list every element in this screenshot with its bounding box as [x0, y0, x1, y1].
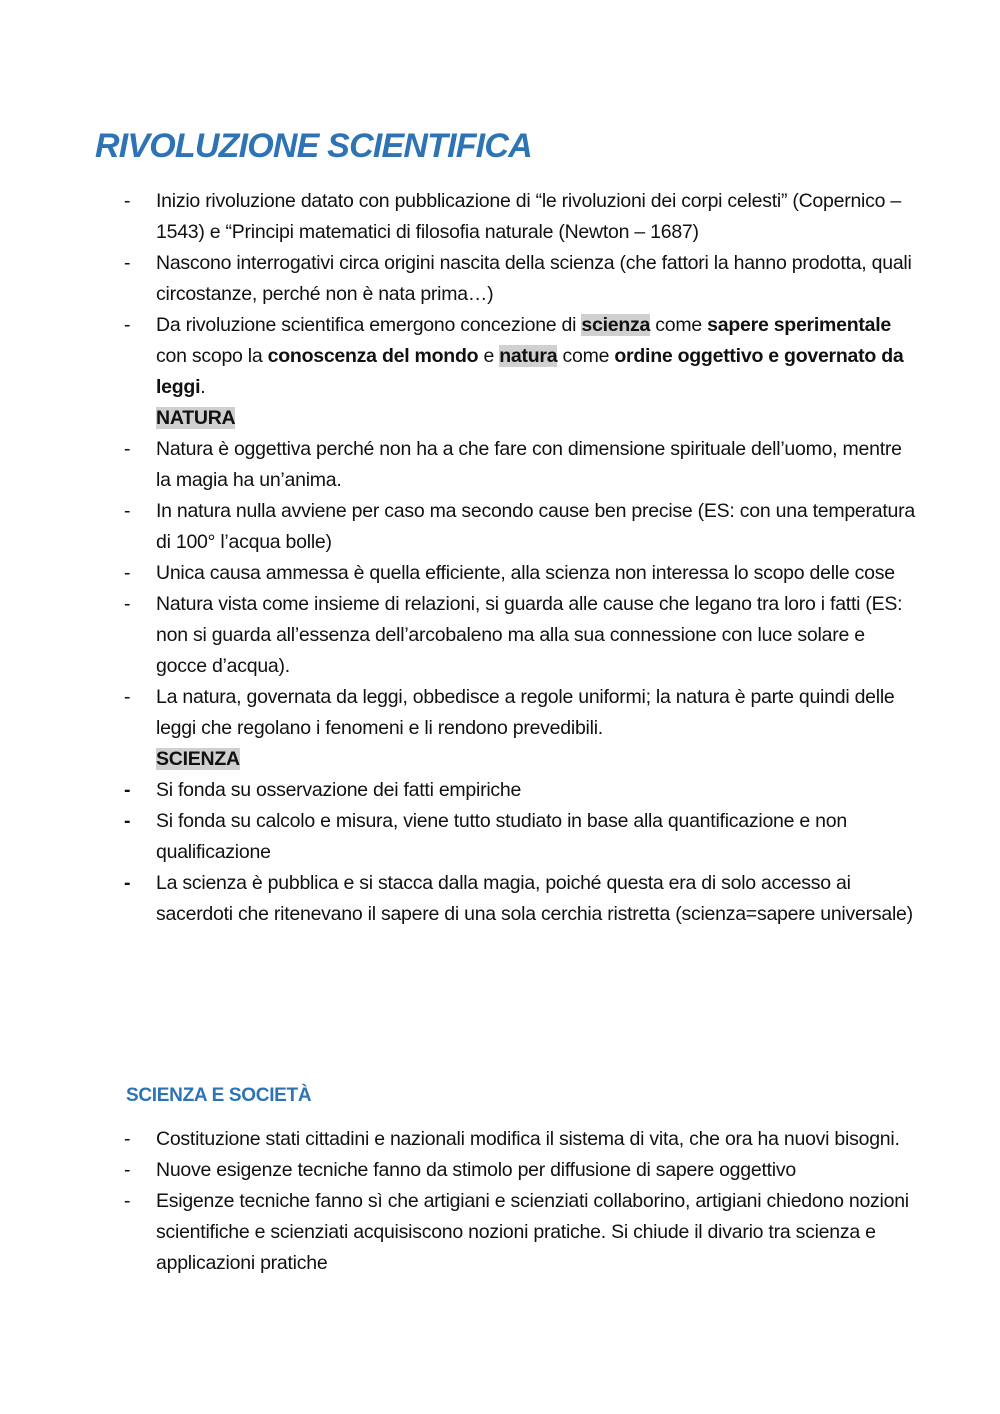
- list-item-text: La scienza è pubblica e si stacca dalla magia, poiché questa era di solo accesso ai sacerdoti che ritenevano il sapere di una sola cerchia ristretta (scienza=sapere universale): [156, 872, 913, 925]
- list-dash: -: [124, 779, 131, 801]
- list-item-text-part: e: [478, 345, 500, 367]
- list-item: [0, 248, 916, 310]
- list-dash: -: [124, 314, 131, 336]
- list-item: [0, 806, 916, 868]
- highlight-scienza: scienza: [581, 314, 651, 336]
- list-item: [0, 775, 916, 806]
- list-item: [0, 496, 916, 558]
- natura-subheading: [0, 403, 1000, 434]
- list-dash: -: [124, 1159, 131, 1181]
- list-dash: -: [124, 438, 131, 460]
- main-list: [0, 186, 1000, 930]
- list-item-text: In natura nulla avviene per caso ma secondo cause ben precise (ES: con una temperatura di 100° l’acqua bolle): [156, 500, 915, 553]
- list-item-text: Nascono interrogativi circa origini nascita della scienza (che fattori la hanno prodotta, quali circostanze, perché non è nata prima…): [156, 252, 912, 305]
- list-dash: -: [124, 500, 131, 522]
- list-item: [0, 186, 916, 248]
- list-item-text: Esigenze tecniche fanno sì che artigiani e scienziati collaborino, artigiani chiedono nozioni scientifiche e scienziati acquisiscono nozioni pratiche. Si chiude il divario tra scienza e applicazioni pratiche: [156, 1190, 909, 1274]
- list-item-text: Natura è oggettiva perché non ha a che fare con dimensione spirituale dell’uomo, mentre la magia ha un’anima.: [156, 438, 902, 491]
- list-item: [0, 558, 916, 589]
- list-item-text-part: come: [650, 314, 708, 336]
- list-dash: -: [124, 562, 131, 584]
- list-dash: -: [124, 593, 131, 615]
- scienza-heading-text: SCIENZA: [156, 748, 240, 770]
- list-item: [0, 1155, 916, 1186]
- bold-sapere-sperimentale: sapere sperimentale: [707, 314, 892, 336]
- scienza-subheading: [0, 744, 1000, 775]
- list-item-text: Inizio rivoluzione datato con pubblicazione di “le rivoluzioni dei corpi celesti” (Copernico – 1543) e “Principi matematici di filosofia naturale (Newton – 1687): [156, 190, 901, 243]
- list-item-text: Natura vista come insieme di relazioni, si guarda alle cause che legano tra loro i fatti (ES: non si guarda all’essenza dell’arcobaleno ma alla sua connessione con luce solare e gocce d’acqua).: [156, 593, 903, 677]
- list-item-text-part: .: [200, 376, 206, 398]
- list-item: [0, 310, 916, 403]
- list-item-text: Si fonda su osservazione dei fatti empiriche: [156, 779, 522, 801]
- bold-conoscenza-del-mondo: conoscenza del mondo: [267, 345, 479, 367]
- section2-list: [0, 1124, 1000, 1279]
- list-dash: -: [124, 1128, 131, 1150]
- list-item: [0, 434, 916, 496]
- natura-heading-text: NATURA: [156, 407, 236, 429]
- list-item-text: Unica causa ammessa è quella efficiente, alla scienza non interessa lo scopo delle cose: [156, 562, 895, 584]
- list-dash: -: [124, 686, 131, 708]
- list-dash: -: [124, 252, 131, 274]
- list-item: [0, 589, 916, 682]
- bold-ordine-oggettivo: ordine oggettivo e governato da leggi: [156, 345, 904, 398]
- list-item: [0, 682, 916, 744]
- list-item-text: Costituzione stati cittadini e nazionali modifica il sistema di vita, che ora ha nuovi bisogni.: [156, 1128, 900, 1150]
- list-dash: -: [124, 190, 131, 212]
- list-item: [0, 868, 916, 930]
- list-item-text: La natura, governata da leggi, obbedisce a regole uniformi; la natura è parte quindi delle leggi che regolano i fenomeni e li rendono prevedibili.: [156, 686, 895, 739]
- list-dash: -: [124, 810, 131, 832]
- list-item-text-part: con scopo la: [156, 345, 268, 367]
- highlight-natura: natura: [499, 345, 558, 367]
- section-heading-scienza-e-societa: SCIENZA E SOCIETÀ: [126, 1085, 312, 1106]
- list-item-text-part: Da rivoluzione scientifica emergono concezione di: [156, 314, 582, 336]
- page-title: RIVOLUZIONE SCIENTIFICA: [95, 127, 532, 165]
- list-dash: -: [124, 1190, 131, 1212]
- list-item-text: Nuove esigenze tecniche fanno da stimolo per diffusione di sapere oggettivo: [156, 1159, 796, 1181]
- list-item: [0, 1186, 916, 1279]
- list-item: [0, 1124, 916, 1155]
- list-dash: -: [124, 872, 131, 894]
- list-item-text: Si fonda su calcolo e misura, viene tutto studiato in base alla quantificazione e non qualificazione: [156, 810, 847, 863]
- list-item-text-part: come: [557, 345, 615, 367]
